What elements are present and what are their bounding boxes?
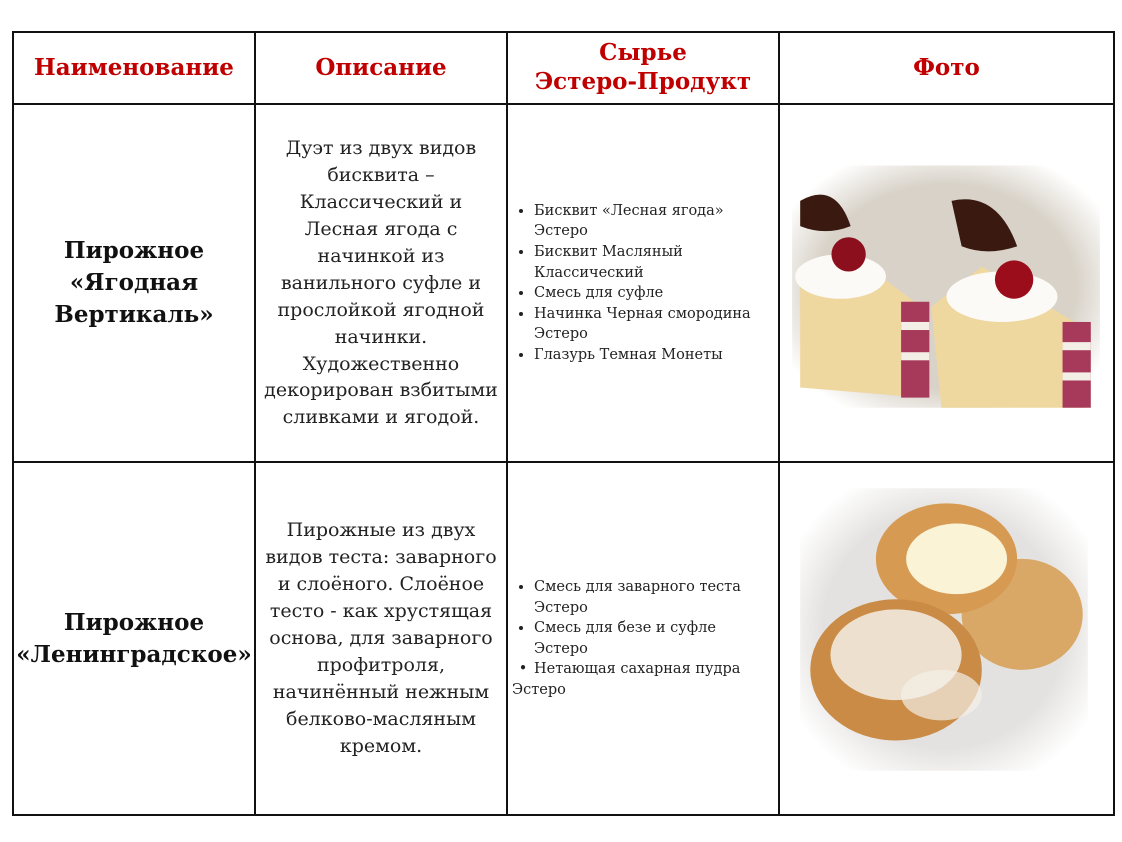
- product-name-line: Вертикаль»: [54, 301, 214, 329]
- ingredient-item: • Смесь для безе и суфле Эстеро: [534, 618, 772, 659]
- leningrad-pastry-photo: [780, 463, 1113, 814]
- product-description: Дуэт из двух видов бисквита – Классический и Лесная ягода с начинкой из ванильного суфле и прослойкой ягодной начинки. Художественно декорирован взбитыми сливками и ягодой.: [264, 136, 498, 429]
- ingredients-cell: [507, 104, 779, 462]
- ingredient-item: • Глазурь Темная Монеты: [534, 345, 772, 366]
- ingredient-item: • Смесь для суфле: [534, 283, 772, 304]
- ingredient-item: • Бисквит Масляный Классический: [534, 242, 772, 283]
- ingredients-cell: [507, 462, 779, 815]
- header-photo: Фото: [779, 32, 1114, 104]
- table-row: [13, 462, 1114, 815]
- product-name-line: «Ягодная: [69, 269, 199, 296]
- table-header-row: [13, 32, 1114, 104]
- header-raw-line1: Сырье: [599, 39, 687, 67]
- header-raw-materials: [507, 32, 779, 104]
- ingredient-item: • Начинка Черная смородина Эстеро: [534, 304, 772, 345]
- product-name-cell: [13, 104, 255, 462]
- ingredients-list: [508, 201, 778, 366]
- header-description: Описание: [255, 32, 507, 104]
- header-raw-line2: Эстеро-Продукт: [534, 68, 752, 95]
- ingredient-item: • Смесь для заварного теста Эстеро: [534, 577, 772, 618]
- product-name-line: Пирожное: [63, 236, 205, 264]
- product-name-cell: [13, 462, 255, 815]
- berry-cake-photo: [780, 105, 1113, 461]
- photo-cell: [779, 104, 1114, 462]
- table-row: [13, 104, 1114, 462]
- product-description-cell: [255, 104, 507, 462]
- product-name-line: Пирожное: [63, 608, 205, 636]
- ingredients-list: [508, 577, 778, 700]
- photo-cell: [779, 462, 1114, 815]
- header-name: Наименование: [13, 32, 255, 104]
- ingredient-item: • Нетающая сахарная пудра Эстеро: [512, 659, 772, 700]
- product-name-line: «Ленинградское»: [16, 640, 252, 668]
- product-description: Пирожные из двух видов теста: заварного и слоёного. Слоёное тесто - как хрустящая основа, для заварного профитроля, начинённый нежным белково-масляным кремом.: [265, 519, 497, 758]
- product-description-cell: [255, 462, 507, 815]
- products-table: [12, 31, 1115, 816]
- ingredient-item: • Бисквит «Лесная ягода» Эстеро: [534, 201, 772, 242]
